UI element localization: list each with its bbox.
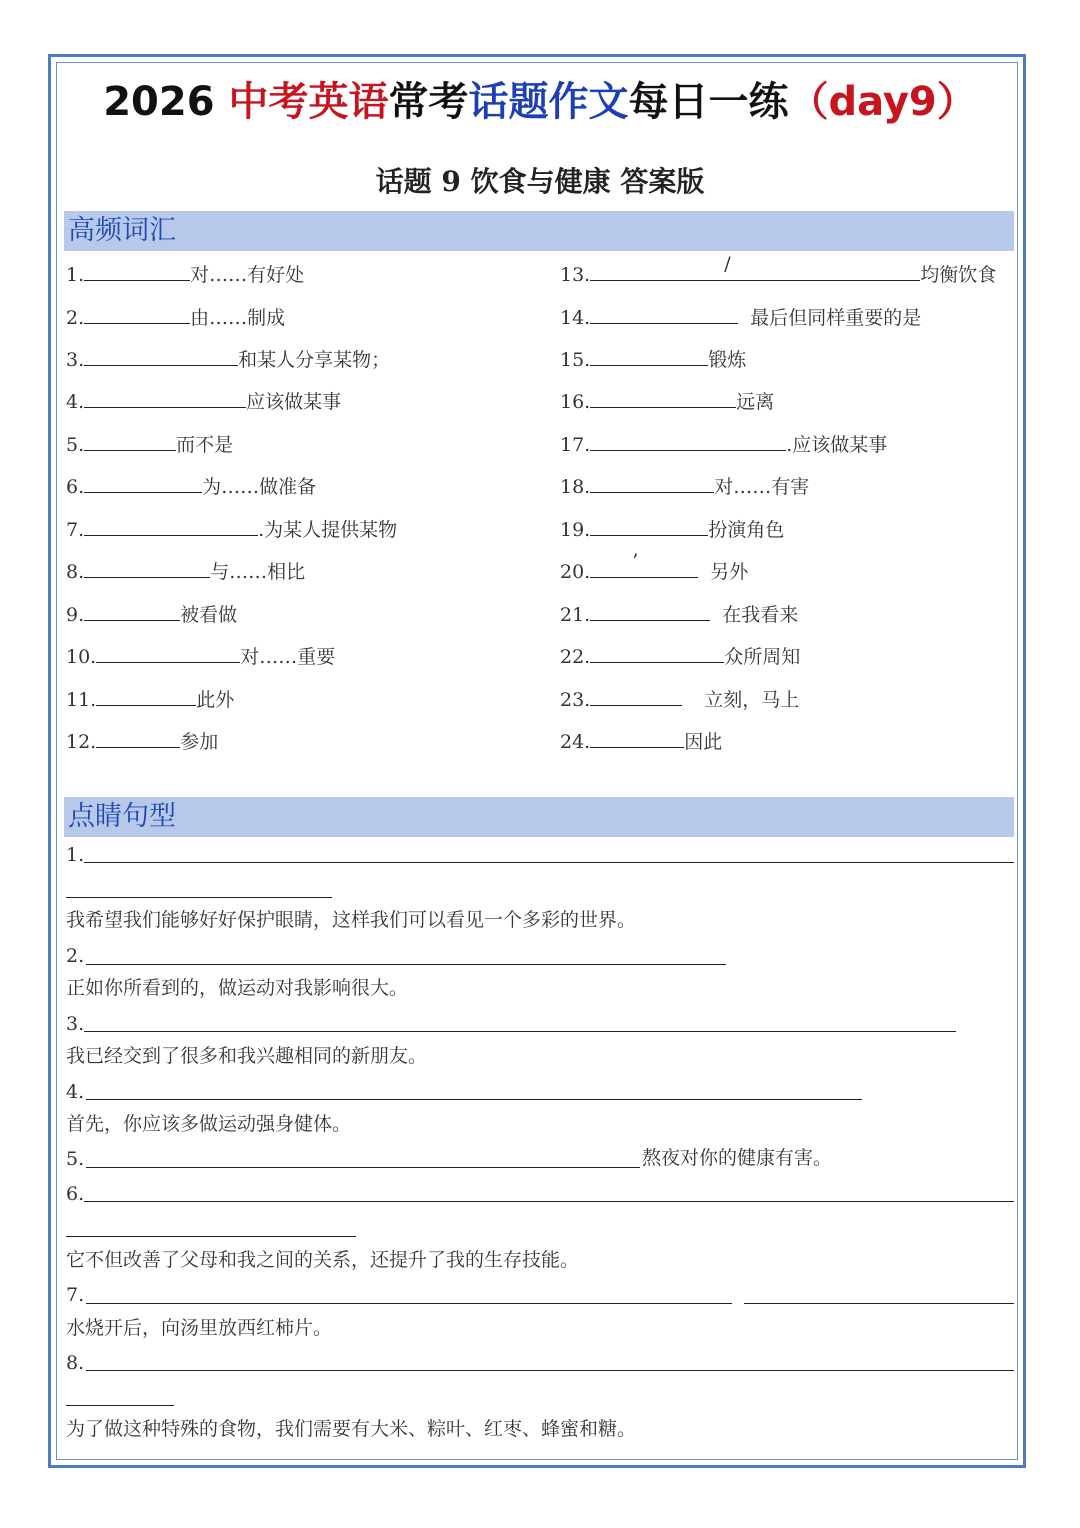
vocab-item-18: 18. 对……有害 xyxy=(560,472,809,501)
sentence-number: 6. xyxy=(66,1183,85,1205)
vocab-item-22: 22. 众所周知 xyxy=(560,642,800,671)
sentence-translation: 水烧开后，向汤里放西红柿片。 xyxy=(66,1317,333,1339)
title-daily: 每日一练 xyxy=(628,79,789,125)
answer-line[interactable] xyxy=(84,1031,956,1032)
page-title xyxy=(0,72,1080,132)
answer-blank[interactable] xyxy=(590,550,698,578)
vocab-item-10: 10. 对……重要 xyxy=(66,642,335,671)
answer-blank[interactable] xyxy=(590,642,724,663)
sentence-translation: 正如你所看到的，做运动对我影响很大。 xyxy=(66,977,409,999)
sentence-translation: 为了做这种特殊的食物，我们需要有大米、粽叶、红枣、蜂蜜和糖。 xyxy=(66,1418,637,1440)
vocab-item-17: 17. .应该做某事 xyxy=(560,430,887,459)
sentence-number: 2. xyxy=(66,945,85,967)
answer-line[interactable] xyxy=(66,1405,174,1406)
section-header-sentences: 点睛句型 xyxy=(64,797,1014,837)
vocab-item-23: 23. 立刻，马上 xyxy=(560,685,799,714)
sentence-translation: 熬夜对你的健康有害。 xyxy=(642,1147,833,1169)
vocab-item-1: 1. 对……有好处 xyxy=(66,260,304,289)
answer-line[interactable] xyxy=(86,1303,732,1304)
answer-blank[interactable] xyxy=(84,303,190,324)
sentence-number: 8. xyxy=(66,1352,85,1374)
title-common: 常考 xyxy=(388,79,469,125)
sentence-number: 7. xyxy=(66,1284,85,1306)
answer-blank[interactable] xyxy=(590,685,682,706)
vocab-item-19: 19. 扮演角色 xyxy=(560,515,784,544)
page-subtitle: 话题 9 饮食与健康 答案版 xyxy=(375,165,705,198)
answer-blank[interactable] xyxy=(96,642,240,663)
vocab-item-16: 16. 远离 xyxy=(560,387,774,416)
vocab-item-7: 7. .为某人提供某物 xyxy=(66,515,397,544)
answer-blank[interactable] xyxy=(590,515,708,536)
answer-line[interactable] xyxy=(86,1167,640,1168)
answer-blank[interactable] xyxy=(84,345,238,366)
sentence-translation: 它不但改善了父母和我之间的关系，还提升了我的生存技能。 xyxy=(66,1249,580,1271)
answer-blank[interactable] xyxy=(84,557,210,578)
answer-line[interactable] xyxy=(86,1370,1014,1371)
answer-blank[interactable] xyxy=(590,430,786,451)
vocab-item-8: 8. 与……相比 xyxy=(66,557,305,586)
sentence-number: 3. xyxy=(66,1013,85,1035)
sentence-number: 5. xyxy=(66,1148,85,1170)
comma-mark: ’ xyxy=(632,550,639,572)
vocab-item-12: 12. 参加 xyxy=(66,727,218,756)
title-exam: 中考英语 xyxy=(228,79,389,125)
answer-line[interactable] xyxy=(744,1303,1014,1304)
vocab-item-14: 14. 最后但同样重要的是 xyxy=(560,303,921,332)
answer-line[interactable] xyxy=(84,1201,1014,1202)
sentence-translation: 首先，你应该多做运动强身健体。 xyxy=(66,1113,352,1135)
answer-blank[interactable] xyxy=(590,472,714,493)
title-day: （day9） xyxy=(788,79,977,125)
answer-line[interactable] xyxy=(86,964,726,965)
vocab-item-6: 6. 为……做准备 xyxy=(66,472,316,501)
answer-blank[interactable] xyxy=(84,430,176,451)
title-topic: 话题作文 xyxy=(468,79,629,125)
title-year: 2026 xyxy=(103,79,229,125)
answer-blank[interactable] xyxy=(84,600,180,621)
vocab-item-5: 5. 而不是 xyxy=(66,430,233,459)
answer-blank[interactable] xyxy=(84,472,202,493)
answer-blank[interactable] xyxy=(84,260,190,281)
vocab-item-11: 11. 此外 xyxy=(66,685,234,714)
answer-line[interactable] xyxy=(66,897,332,898)
answer-blank[interactable] xyxy=(96,727,180,748)
answer-blank[interactable] xyxy=(590,727,684,748)
vocab-item-21: 21. 在我看来 xyxy=(560,600,798,629)
answer-blank[interactable] xyxy=(590,303,738,324)
answer-blank[interactable] xyxy=(590,345,708,366)
vocab-item-4: 4. 应该做某事 xyxy=(66,387,341,416)
sentence-number: 1. xyxy=(66,844,85,866)
answer-blank[interactable] xyxy=(84,515,258,536)
answer-line[interactable] xyxy=(66,1236,356,1237)
answer-blank[interactable] xyxy=(96,685,196,706)
answer-blank[interactable] xyxy=(590,387,736,408)
answer-blank[interactable] xyxy=(590,600,710,621)
section-header-vocab: 高频词汇 xyxy=(64,211,1014,251)
vocab-item-13: 13. / 均衡饮食 xyxy=(560,260,996,289)
answer-line[interactable] xyxy=(86,1099,862,1100)
vocab-item-3: 3. 和某人分享某物； xyxy=(66,345,390,374)
vocab-item-24: 24. 因此 xyxy=(560,727,722,756)
answer-line[interactable] xyxy=(84,862,1014,863)
vocab-item-20: 20. ’ 另外 xyxy=(560,557,748,586)
sentence-translation: 我希望我们能够好好保护眼睛，这样我们可以看见一个多彩的世界。 xyxy=(66,909,637,931)
answer-blank[interactable] xyxy=(84,387,246,408)
vocab-item-9: 9. 被看做 xyxy=(66,600,237,629)
vocab-item-15: 15. 锻炼 xyxy=(560,345,746,374)
sentence-translation: 我已经交到了很多和我兴趣相同的新朋友。 xyxy=(66,1045,428,1067)
sentence-number: 4. xyxy=(66,1081,85,1103)
slash-mark: / xyxy=(724,253,731,275)
vocab-item-2: 2. 由……制成 xyxy=(66,303,285,332)
